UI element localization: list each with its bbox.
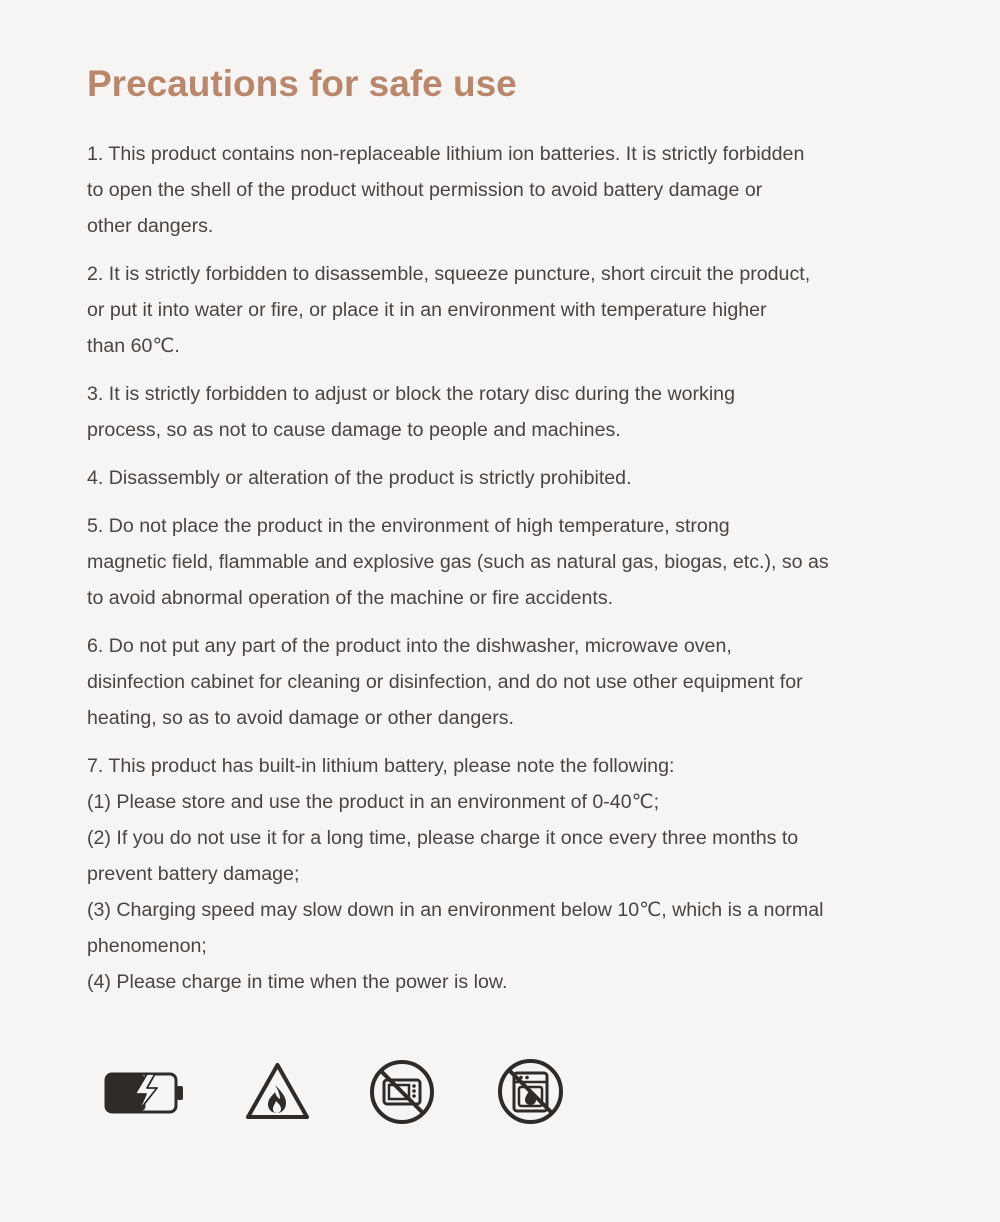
precaution-item-5 [87, 508, 917, 616]
precaution-line: 6. Do not put any part of the product into the dishwasher, microwave oven, [87, 635, 732, 657]
precaution-line: (3) Charging speed may slow down in an environment below 10℃, which is a normal [87, 899, 824, 921]
precaution-line: (2) If you do not use it for a long time, please charge it once every three months to [87, 827, 799, 849]
precautions-list [87, 136, 917, 1012]
precaution-line: 2. It is strictly forbidden to disassemble, squeeze puncture, short circuit the product, [87, 263, 811, 285]
precaution-item-7 [87, 748, 917, 1000]
precaution-line: than 60℃. [87, 335, 180, 357]
no-oven-icon [497, 1058, 564, 1125]
precaution-line: 1. This product contains non-replaceable lithium ion batteries. It is strictly forbidden [87, 143, 805, 165]
precaution-line: (4) Please charge in time when the power is low. [87, 971, 508, 993]
precaution-item-6 [87, 628, 917, 736]
precaution-line: phenomenon; [87, 935, 207, 957]
fire-warning-icon [244, 1061, 311, 1121]
precaution-line: 5. Do not place the product in the environment of high temperature, strong [87, 515, 730, 537]
page-title: Precautions for safe use [87, 63, 517, 104]
precaution-line: to avoid abnormal operation of the machine or fire accidents. [87, 587, 614, 609]
precaution-item-1 [87, 136, 917, 244]
precaution-item-3 [87, 376, 917, 448]
precaution-line: (1) Please store and use the product in an environment of 0-40℃; [87, 791, 660, 813]
precaution-line: heating, so as to avoid damage or other dangers. [87, 707, 514, 729]
precaution-line: process, so as not to cause damage to people and machines. [87, 419, 621, 441]
precaution-line: 3. It is strictly forbidden to adjust or block the rotary disc during the working [87, 383, 735, 405]
precaution-line: magnetic field, flammable and explosive gas (such as natural gas, biogas, etc.), so as [87, 551, 829, 573]
no-microwave-icon [369, 1059, 435, 1125]
precaution-line: or put it into water or fire, or place it in an environment with temperature higher [87, 299, 767, 321]
precaution-line: 7. This product has built-in lithium battery, please note the following: [87, 755, 675, 777]
precaution-line: disinfection cabinet for cleaning or disinfection, and do not use other equipment for [87, 671, 803, 693]
precaution-item-4 [87, 460, 917, 496]
precaution-item-2 [87, 256, 917, 364]
battery-charging-icon [104, 1072, 184, 1114]
precaution-line: 4. Disassembly or alteration of the product is strictly prohibited. [87, 467, 632, 489]
precaution-line: prevent battery damage; [87, 863, 300, 885]
precaution-line: to open the shell of the product without permission to avoid battery damage or [87, 179, 763, 201]
precaution-line: other dangers. [87, 215, 214, 237]
